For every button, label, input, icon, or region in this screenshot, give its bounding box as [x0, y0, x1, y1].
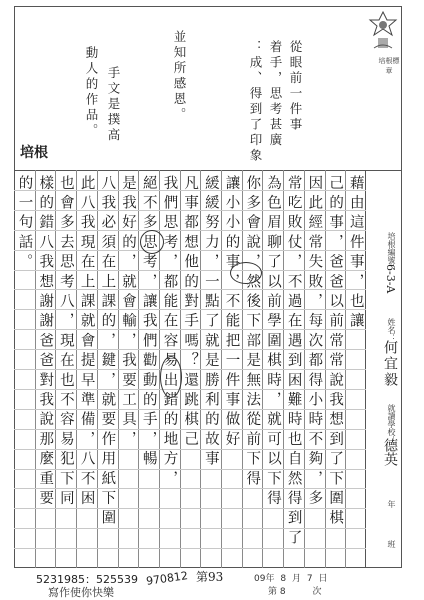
school-label: 就讀學校： — [387, 404, 396, 444]
comment-line: 手文是撲高 — [106, 66, 121, 144]
name-label: 姓名： — [387, 318, 396, 342]
essay-column: 樣的錯八我想謝謝爸爸對我說那麼重要 — [37, 175, 54, 510]
stamp-number: 970812 — [145, 569, 189, 588]
comment-line: 着手，思考甚廣 — [268, 40, 283, 149]
class-number-label: 培根編號： — [387, 232, 396, 272]
volume-label: 第 — [268, 587, 278, 597]
grade-label: 年 — [387, 500, 396, 508]
comment-line: 並知所感恩。 — [172, 30, 187, 123]
class-number-value: 6-3-A — [384, 264, 397, 294]
grid-row-line — [14, 548, 366, 549]
teacher-stamp-icon — [368, 10, 398, 52]
correction-circle — [140, 230, 164, 254]
footer-slogan: 寫作使你快樂 — [48, 586, 114, 599]
date-day-label: 日 — [318, 574, 328, 584]
comment-frame — [14, 6, 402, 171]
signature: 培根 — [20, 145, 48, 161]
comment-line: 動人的作品。 — [84, 46, 99, 139]
essay-column: 為色眉聊了以前學圍棋時，就可以下得 — [264, 175, 281, 510]
essay-column: 八我必須在上課的，鍵，就要作用紙下圍 — [99, 175, 116, 530]
student-name: 何宜毅 — [382, 340, 398, 388]
date-month-label: 月 — [291, 574, 301, 584]
volume-row — [268, 584, 322, 597]
footer-code: 5231985：525539 — [36, 573, 138, 586]
comment-line: 從眼前一件事 — [288, 40, 303, 133]
essay-column: 緩緩努力，一點了就是勝利的故事 — [202, 175, 219, 471]
date-year: 09年 — [254, 574, 275, 584]
essay-column: 你多會說，然後下部是無法從前下得 — [244, 175, 261, 491]
comment-line: ：成、得到了印象 — [248, 40, 263, 164]
essay-column: 絕不多思考，讓我們勸動的手，暢 — [140, 175, 157, 471]
essay-column: 藉由這件事，也讓 — [347, 175, 364, 333]
class-suffix-label: 班 — [387, 540, 396, 548]
correction-circle — [160, 356, 182, 398]
volume-suffix: 次 — [312, 587, 322, 597]
stamp-handwritten: 第93 — [196, 570, 224, 584]
essay-column: 的一句話。 — [16, 175, 33, 274]
essay-column: 也會多去思考八，現在也不容易犯下同 — [57, 175, 74, 510]
school-name: 德英 — [382, 438, 398, 466]
essay-column: 讓小小的事，不能把一件事做好 — [223, 175, 240, 451]
grid-row-line — [14, 528, 366, 529]
date-row — [254, 571, 330, 584]
teacher-stamp-label: 培根標章 — [378, 57, 400, 75]
essay-column: 己的事，爸爸以前常常說我想到了下圍棋 — [327, 175, 344, 530]
essay-column: 我們思考，都能在容易出錯的地方， — [161, 175, 178, 491]
correction-circle — [230, 262, 262, 284]
essay-column: 因此經常失敗，每次都得小時不夠，多 — [306, 175, 323, 510]
date-month: 8 — [280, 574, 287, 584]
date-day: 7 — [306, 574, 313, 584]
volume-number: 8 — [279, 587, 286, 597]
essay-column: 常吃敗仗，不過在遇到困難時也自然得到了 — [285, 175, 302, 550]
essay-column: 此八我現在上課就會提早準備，八不困 — [78, 175, 95, 510]
essay-column: 是我好的，就會輸，我要工具， — [120, 175, 137, 451]
essay-column: 凡事都想他的對手嗎？還跳棋己 — [182, 175, 199, 451]
